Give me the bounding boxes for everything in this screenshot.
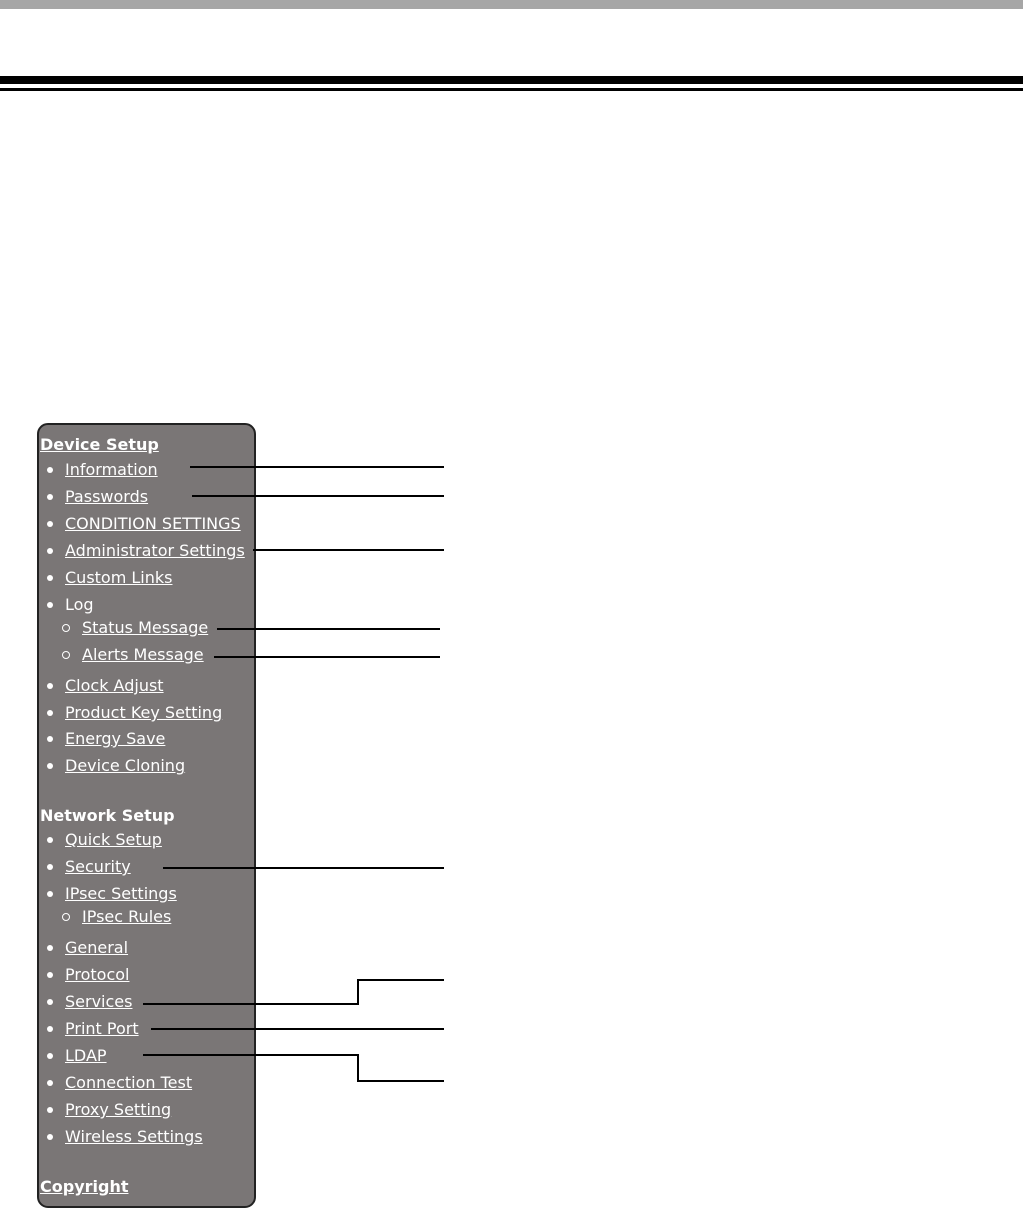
menu-item-proxy-setting[interactable]: Proxy Setting xyxy=(65,1100,172,1119)
bullet-icon xyxy=(47,1053,53,1059)
menu-item-product-key-setting[interactable]: Product Key Setting xyxy=(65,703,223,722)
top-gray-bar xyxy=(0,0,1023,9)
bullet-icon xyxy=(47,548,53,554)
bullet-icon xyxy=(47,972,53,978)
copyright-link[interactable]: Copyright xyxy=(40,1177,129,1196)
bullet-icon xyxy=(47,837,53,843)
bullet-icon xyxy=(47,945,53,951)
network-setup-header: Network Setup xyxy=(40,806,175,825)
settings-menu xyxy=(37,423,297,1208)
menu-item-security[interactable]: Security xyxy=(65,857,131,876)
menu-item-log: Log xyxy=(65,595,94,614)
menu-item-ldap[interactable]: LDAP xyxy=(65,1046,107,1065)
bullet-icon xyxy=(47,1134,53,1140)
ring-bullet-icon xyxy=(62,913,70,921)
menu-item-condition-settings[interactable]: CONDITION SETTINGS xyxy=(65,514,241,533)
bullet-icon xyxy=(47,710,53,716)
menu-item-information[interactable]: Information xyxy=(65,460,158,479)
header-rule-thin xyxy=(0,88,1023,91)
bullet-icon xyxy=(47,763,53,769)
menu-item-protocol[interactable]: Protocol xyxy=(65,965,130,984)
menu-item-clock-adjust[interactable]: Clock Adjust xyxy=(65,676,164,695)
menu-item-administrator-settings[interactable]: Administrator Settings xyxy=(65,541,245,560)
ring-bullet-icon xyxy=(62,651,70,659)
bullet-icon xyxy=(47,494,53,500)
menu-item-energy-save[interactable]: Energy Save xyxy=(65,729,166,748)
menu-item-custom-links[interactable]: Custom Links xyxy=(65,568,173,587)
bullet-icon xyxy=(47,999,53,1005)
menu-subitem-status-message[interactable]: Status Message xyxy=(82,618,209,637)
bullet-icon xyxy=(47,736,53,742)
menu-item-wireless-settings[interactable]: Wireless Settings xyxy=(65,1127,203,1146)
menu-item-services[interactable]: Services xyxy=(65,992,133,1011)
bullet-icon xyxy=(47,864,53,870)
menu-subitem-ipsec-rules[interactable]: IPsec Rules xyxy=(82,907,172,926)
menu-item-general[interactable]: General xyxy=(65,938,129,957)
menu-item-device-cloning[interactable]: Device Cloning xyxy=(65,756,186,775)
bullet-icon xyxy=(47,467,53,473)
bullet-icon xyxy=(47,575,53,581)
menu-item-passwords[interactable]: Passwords xyxy=(65,487,149,506)
bullet-icon xyxy=(47,891,53,897)
menu-item-connection-test[interactable]: Connection Test xyxy=(65,1073,193,1092)
bullet-icon xyxy=(47,1080,53,1086)
ring-bullet-icon xyxy=(62,624,70,632)
bullet-icon xyxy=(47,602,53,608)
bullet-icon xyxy=(47,1107,53,1113)
menu-subitem-alerts-message[interactable]: Alerts Message xyxy=(82,645,204,664)
menu-item-ipsec-settings[interactable]: IPsec Settings xyxy=(65,884,177,903)
bullet-icon xyxy=(47,521,53,527)
device-setup-header[interactable]: Device Setup xyxy=(40,435,159,454)
menu-item-quick-setup[interactable]: Quick Setup xyxy=(65,830,162,849)
bullet-icon xyxy=(47,683,53,689)
menu-item-print-port[interactable]: Print Port xyxy=(65,1019,139,1038)
header-rule-thick xyxy=(0,76,1023,84)
bullet-icon xyxy=(47,1026,53,1032)
